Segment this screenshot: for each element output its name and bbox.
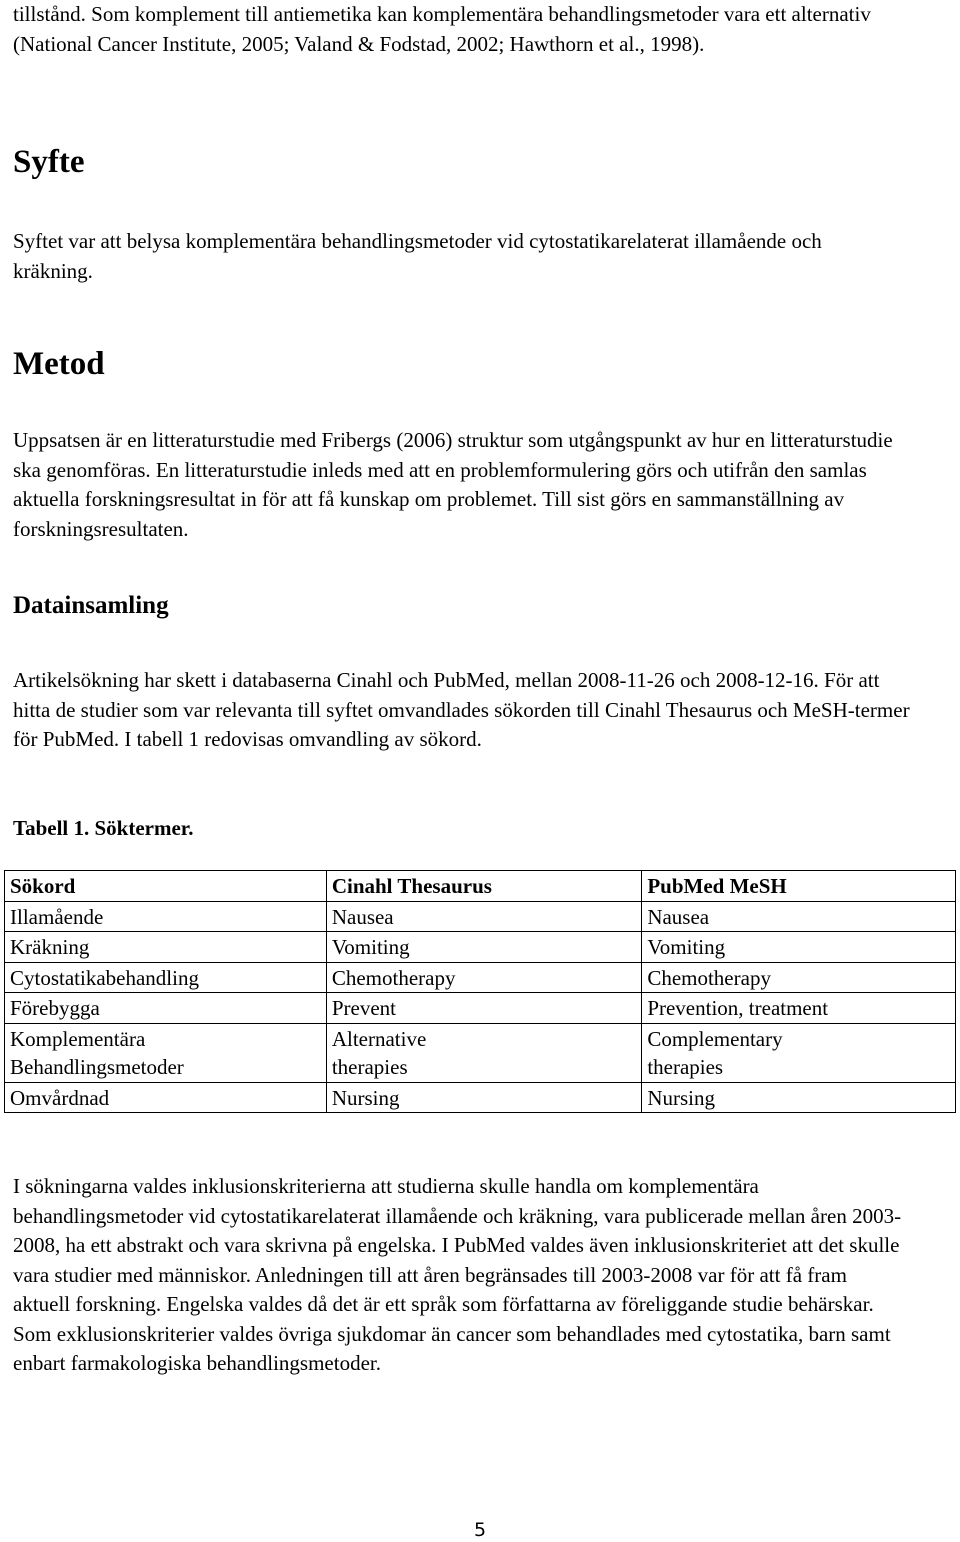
table-cell: Nursing — [642, 1082, 956, 1113]
header-pubmed: PubMed MeSH — [642, 871, 956, 902]
table-row — [5, 901, 956, 932]
table-cell: Nausea — [642, 901, 956, 932]
table-cell: Vomiting — [326, 932, 641, 963]
page-number: 5 — [473, 1519, 487, 1541]
table-cell: Chemotherapy — [326, 962, 641, 993]
datainsamling-paragraph: Artikelsökning har skett i databaserna Cinahl och PubMed, mellan 2008-11-26 och 2008-12-16. För att hitta de studier som var relevanta till syftet omvandlades sökorden till Cinahl Thesaurus och MeSH-termer för PubMed. I tabell 1 redovisas omvandling av sökord. — [13, 668, 910, 751]
table-row — [5, 1082, 956, 1113]
table-caption: Tabell 1. Söktermer. — [13, 816, 194, 840]
table-cell: Förebygga — [5, 993, 327, 1024]
table-row — [5, 962, 956, 993]
criteria-paragraph: I sökningarna valdes inklusionskriterierna att studierna skulle handla om komplementära behandlingsmetoder vid cytostatikarelaterat illamående och kräkning, vara publicerade mellan åren 2003-2008, ha ett abstrakt och vara skrivna på engelska. I PubMed valdes även inklusionskriteriet att det skulle vara studier med människor. Anledningen till att åren begränsades till 2003-2008 var för att få fram aktuell forskning. Engelska valdes då det är ett språk som författarna av föreliggande studie behärskar. Som exklusionskriterier valdes övriga sjukdomar än cancer som behandlades med cytostatika, barn samt enbart farmakologiska behandlingsmetoder. — [13, 1174, 902, 1375]
metod-paragraph: Uppsatsen är en litteraturstudie med Fribergs (2006) struktur som utgångspunkt av hur en litteraturstudie ska genomföras. En litteraturstudie inleds med att en problemformulering görs och utifrån den samlas aktuella forskningsresultat in för att få kunskap om problemet. Till sist görs en sammanställning av forskningsresultaten. — [13, 428, 893, 541]
table-cell: Vomiting — [642, 932, 956, 963]
table-cell: Cytostatikabehandling — [5, 962, 327, 993]
table-cell: Nursing — [326, 1082, 641, 1113]
syfte-paragraph: Syftet var att belysa komplementära behandlingsmetoder vid cytostatikarelaterat illamående och kräkning. — [13, 229, 822, 283]
table-row — [5, 932, 956, 963]
table-cell: Nausea — [326, 901, 641, 932]
header-sokord: Sökord — [5, 871, 327, 902]
table-cell: Kräkning — [5, 932, 327, 963]
table-header-row — [5, 871, 956, 902]
table-cell: Illamående — [5, 901, 327, 932]
table-row — [5, 993, 956, 1024]
search-terms-table — [4, 870, 956, 1113]
table-cell: Chemotherapy — [642, 962, 956, 993]
syfte-heading: Syfte — [13, 144, 85, 180]
table-cell: Complementary therapies — [642, 1023, 956, 1082]
datainsamling-heading: Datainsamling — [13, 592, 169, 619]
table-cell: Alternative therapies — [326, 1023, 641, 1082]
table-cell: Komplementära Behandlingsmetoder — [5, 1023, 327, 1082]
table-cell: Prevent — [326, 993, 641, 1024]
table-row — [5, 1023, 956, 1082]
intro-paragraph: tillstånd. Som komplement till antiemetika kan komplementära behandlingsmetoder vara ett alternativ (National Cancer Institute, 2005; Valand & Fodstad, 2002; Hawthorn et al., 1998). — [13, 2, 871, 56]
metod-heading: Metod — [13, 346, 105, 382]
table-cell: Prevention, treatment — [642, 993, 956, 1024]
table-cell: Omvårdnad — [5, 1082, 327, 1113]
header-cinahl: Cinahl Thesaurus — [326, 871, 641, 902]
